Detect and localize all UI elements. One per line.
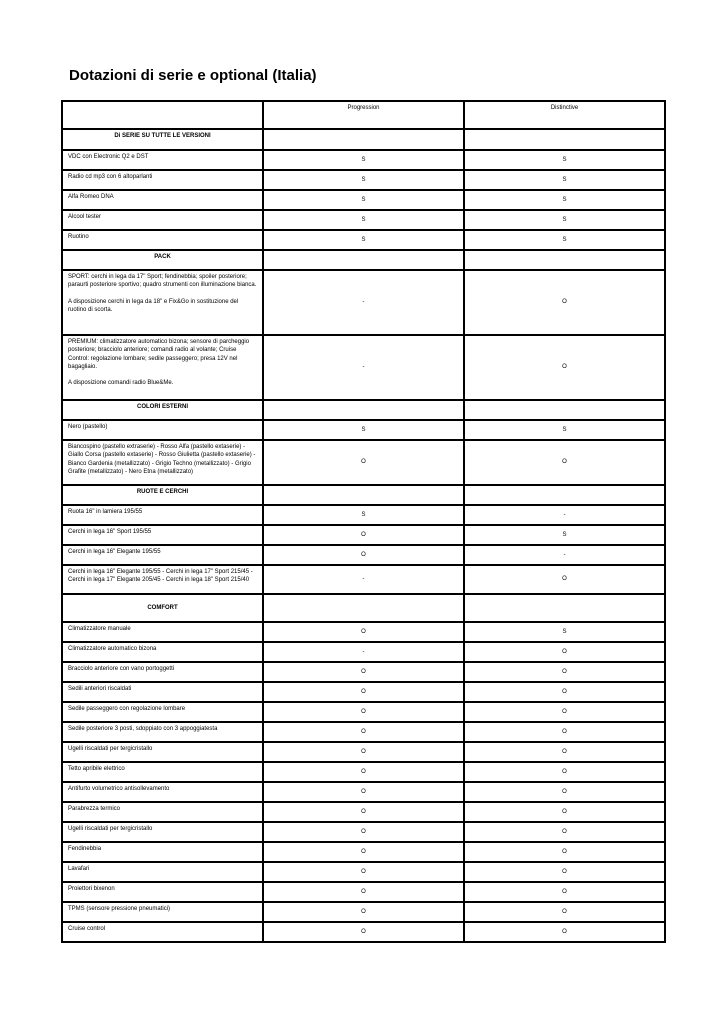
table-row [62, 170, 665, 190]
table-row [62, 762, 665, 782]
table-row [62, 722, 665, 742]
distinctive-value: S [464, 170, 665, 190]
feature-label: Cerchi in lega 16" Elegante 195/55 - Cerchi in lega 17" Sport 215/45 - Cerchi in lega 17" Elegante 205/45 - Cerchi in lega 18" Sport 215/40 [62, 565, 263, 594]
progression-value: O [263, 682, 464, 702]
progression-value: O [263, 862, 464, 882]
progression-value: - [263, 642, 464, 662]
header-empty-cell [62, 101, 263, 129]
distinctive-value: O [464, 440, 665, 485]
distinctive-value: O [464, 335, 665, 400]
table-row [62, 742, 665, 762]
progression-value: S [263, 505, 464, 525]
table-row [62, 420, 665, 440]
table-row [62, 922, 665, 942]
table-row [62, 210, 665, 230]
table-row [62, 862, 665, 882]
section-header-comfort [62, 594, 665, 622]
table-row [62, 230, 665, 250]
distinctive-value: - [464, 505, 665, 525]
table-row [62, 622, 665, 642]
distinctive-value: O [464, 902, 665, 922]
feature-label: Cerchi in lega 16" Sport 195/55 [62, 525, 263, 545]
progression-value: - [263, 335, 464, 400]
feature-label: TPMS (sensore pressione pneumatici) [62, 902, 263, 922]
feature-label: Climatizzatore automatico bizona [62, 642, 263, 662]
table-row [62, 565, 665, 594]
progression-value: O [263, 440, 464, 485]
distinctive-value: S [464, 420, 665, 440]
table-row [62, 545, 665, 565]
table-row [62, 150, 665, 170]
feature-label: Cerchi in lega 16" Elegante 195/55 [62, 545, 263, 565]
table-row [62, 525, 665, 545]
comfort-rows [62, 622, 665, 942]
section-header-pack [62, 250, 665, 270]
table-row [62, 842, 665, 862]
pack-premium-description: PREMIUM: climatizzatore automatico bizona; sensore di parcheggio posteriore; bracciolo anteriore; comandi radio al volante; Cruise Control: regolazione lombare; sedile passeggero; presa 12V nel bagagliaio. [68, 339, 250, 370]
feature-label: Biancospino (pastello extraserie) - Rosso Alfa (pastello extaserie) - Giallo Corsa (pastello extaserie) - Rosso Giulietta (pastello extaserie) - Bianco Gardenia (metallizzato) - Grigio Techno (metallizzato) - Grigio Grafite (metallizzato) - Nero Etna (metallizzato) [62, 440, 263, 485]
progression-value: O [263, 662, 464, 682]
progression-value: O [263, 922, 464, 942]
distinctive-value: S [464, 230, 665, 250]
table-row [62, 902, 665, 922]
feature-label: Alfa Romeo DNA [62, 190, 263, 210]
progression-value: O [263, 902, 464, 922]
feature-label [62, 270, 263, 335]
distinctive-value: O [464, 822, 665, 842]
header-row [62, 101, 665, 129]
table-row [62, 882, 665, 902]
progression-value: O [263, 722, 464, 742]
section-title: COLORI ESTERNI [62, 400, 263, 420]
distinctive-value: O [464, 682, 665, 702]
feature-label: VDC con Electronic Q2 e DST [62, 150, 263, 170]
table-row [62, 270, 665, 335]
progression-value: O [263, 842, 464, 862]
progression-value: O [263, 822, 464, 842]
feature-label: Proiettori bixenon [62, 882, 263, 902]
progression-value: O [263, 525, 464, 545]
distinctive-value: O [464, 862, 665, 882]
section-title: PACK [62, 250, 263, 270]
table-row [62, 802, 665, 822]
feature-label: Sedili anteriori riscaldati [62, 682, 263, 702]
distinctive-value: S [464, 622, 665, 642]
progression-value: O [263, 622, 464, 642]
progression-value: O [263, 802, 464, 822]
feature-label: Fendinebbia [62, 842, 263, 862]
distinctive-value: O [464, 722, 665, 742]
feature-label: Ruota 16" in lamiera 195/55 [62, 505, 263, 525]
progression-value: S [263, 190, 464, 210]
feature-label: Lavafari [62, 862, 263, 882]
page-title: Dotazioni di serie e optional (Italia) [69, 67, 317, 84]
distinctive-value: O [464, 642, 665, 662]
section-header-ruote [62, 485, 665, 505]
feature-label: Radio cd mp3 con 6 altoparlanti [62, 170, 263, 190]
table-row [62, 335, 665, 400]
progression-value: O [263, 882, 464, 902]
pack-sport-description: SPORT: cerchi in lega da 17" Sport; fendinebbia; spoiler posteriore; paraurti posteriore sportivo; quadro strumenti con illuminazione bianca. [68, 274, 257, 289]
distinctive-value: O [464, 270, 665, 335]
distinctive-value: - [464, 545, 665, 565]
distinctive-value: O [464, 842, 665, 862]
feature-label: Ruotino [62, 230, 263, 250]
feature-label: Bracciolo anteriore con vano portoggetti [62, 662, 263, 682]
progression-value: S [263, 210, 464, 230]
table-row [62, 190, 665, 210]
distinctive-value: O [464, 922, 665, 942]
feature-label: Tetto apribile elettrico [62, 762, 263, 782]
distinctive-value: S [464, 210, 665, 230]
distinctive-value: O [464, 702, 665, 722]
progression-value: - [263, 270, 464, 335]
table-row [62, 505, 665, 525]
table-row [62, 782, 665, 802]
feature-label: Parabrezza termico [62, 802, 263, 822]
feature-label: Nero (pastello) [62, 420, 263, 440]
table-row [62, 642, 665, 662]
distinctive-value: O [464, 762, 665, 782]
progression-value: O [263, 545, 464, 565]
table-row [62, 662, 665, 682]
pack-sport-note: A disposizione cerchi in lega da 18" e Fix&Go in sostituzione del ruotino di scorta. [68, 298, 239, 314]
pack-premium-note: A disposizione comandi radio Blue&Me. [68, 380, 174, 387]
progression-value: S [263, 230, 464, 250]
distinctive-value: O [464, 742, 665, 762]
table-row [62, 822, 665, 842]
progression-value: O [263, 742, 464, 762]
column-header-progression: Progression [263, 101, 464, 129]
feature-label: Sedile posteriore 3 posti, sdoppiato con 3 appoggiatesta [62, 722, 263, 742]
distinctive-value: S [464, 190, 665, 210]
progression-value: S [263, 170, 464, 190]
distinctive-value: O [464, 782, 665, 802]
feature-label: Ugelli riscaldati per tergicristallo [62, 742, 263, 762]
section-title: COMFORT [62, 594, 263, 622]
section-title: Di SERIE SU TUTTE LE VERSIONI [62, 129, 263, 150]
distinctive-value: S [464, 150, 665, 170]
progression-value: O [263, 762, 464, 782]
table-row [62, 682, 665, 702]
feature-label: Sedile passeggero con regolazione lombare [62, 702, 263, 722]
table-row [62, 702, 665, 722]
table-row [62, 440, 665, 485]
feature-label: Alcool tester [62, 210, 263, 230]
progression-value: S [263, 150, 464, 170]
feature-label: Ugelli riscaldati per tergicristallo [62, 822, 263, 842]
progression-value: - [263, 565, 464, 594]
distinctive-value: O [464, 882, 665, 902]
distinctive-value: S [464, 525, 665, 545]
section-title: RUOTE E CERCHI [62, 485, 263, 505]
column-header-distinctive: Distinctive [464, 101, 665, 129]
equipment-table [61, 100, 666, 943]
feature-label: Cruise control [62, 922, 263, 942]
section-header-colori [62, 400, 665, 420]
progression-value: S [263, 420, 464, 440]
distinctive-value: O [464, 802, 665, 822]
distinctive-value: O [464, 662, 665, 682]
progression-value: O [263, 782, 464, 802]
section-header-serie [62, 129, 665, 150]
distinctive-value: O [464, 565, 665, 594]
progression-value: O [263, 702, 464, 722]
feature-label: Climatizzatore manuale [62, 622, 263, 642]
feature-label [62, 335, 263, 400]
feature-label: Antifurto volumetrico antisollevamento [62, 782, 263, 802]
